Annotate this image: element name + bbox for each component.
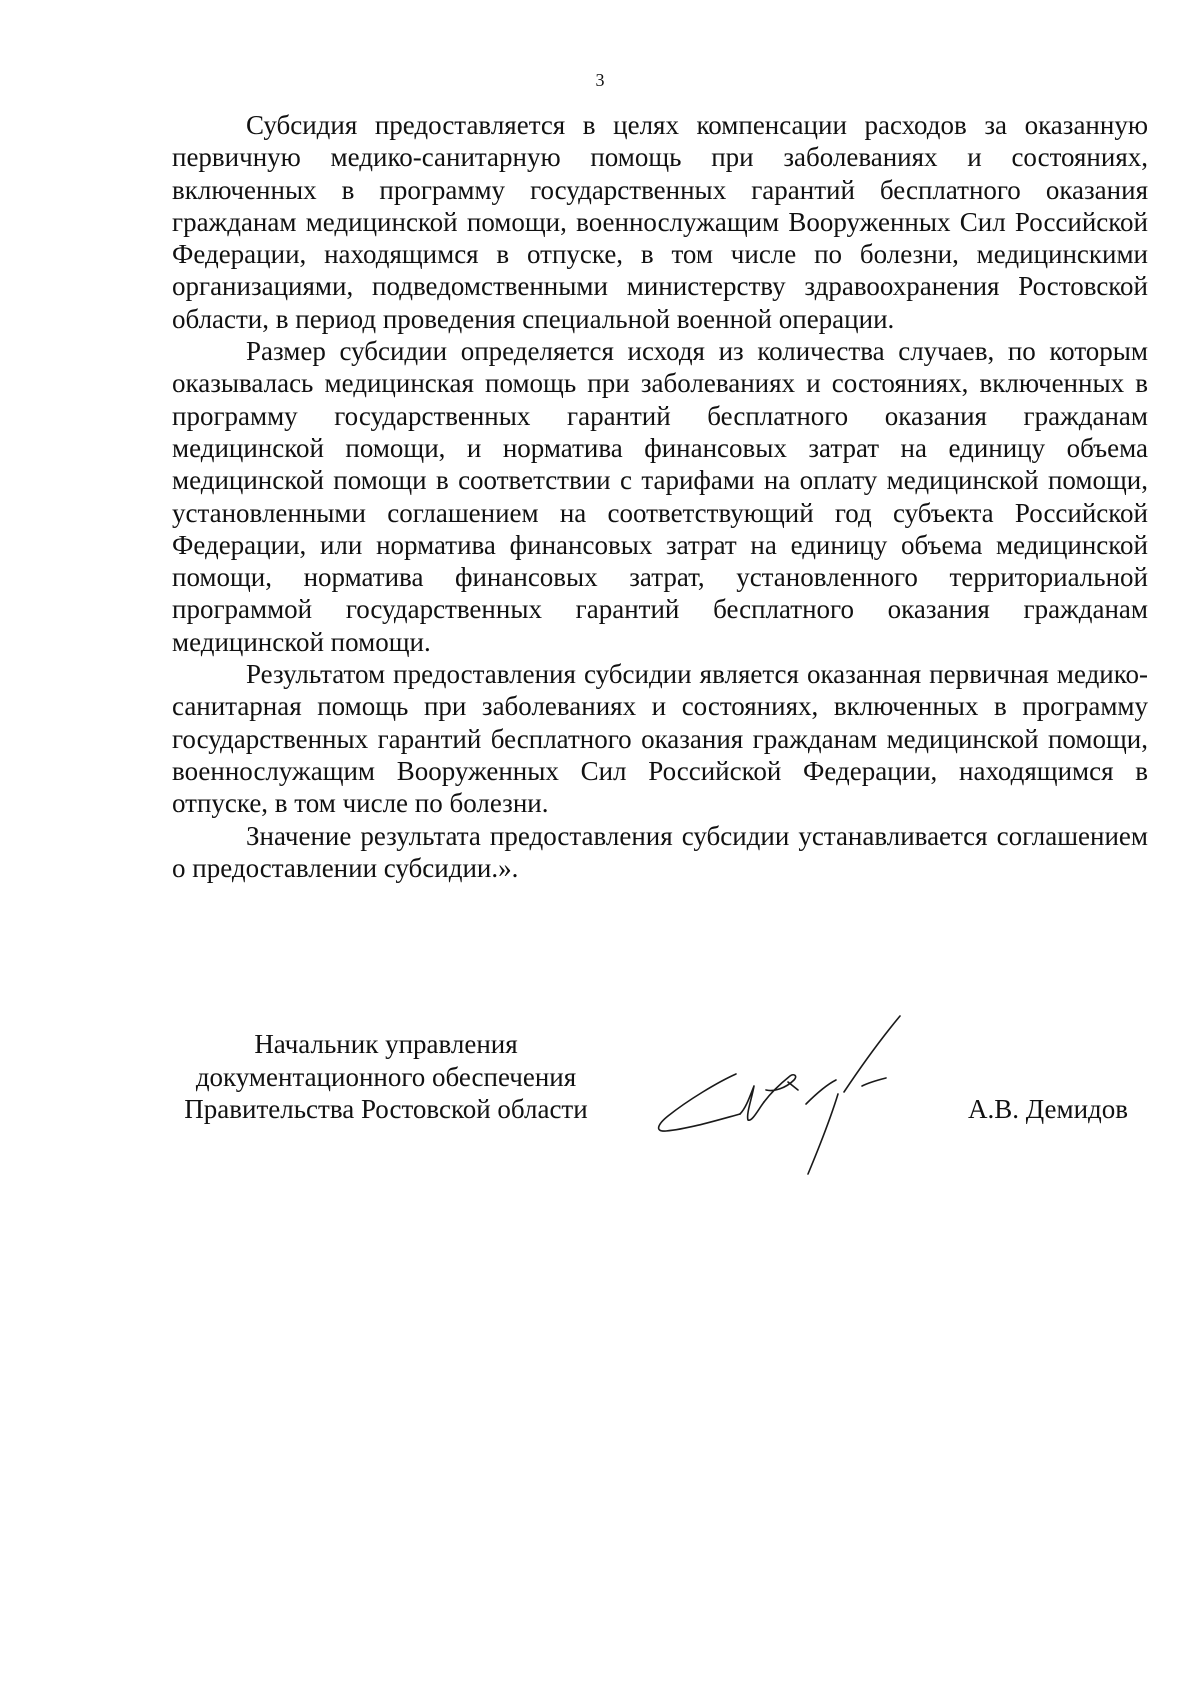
- paragraph-subsidy-purpose: Субсидия предоставляется в целях компенсации расходов за оказанную первичную медико-санитарную помощь при заболеваниях и состояниях, включенных в программу государственных гарантий бесплатного оказания гражданам медицинской помощи, военнослужащим Вооруженных Сил Российской Федерации, находящимся в отпуске, в том числе по болезни, медицинскими организациями, подведомственными министерству здравоохранения Ростовской области, в период проведения специальной военной операции.: [172, 110, 1148, 334]
- page-number: 3: [595, 70, 605, 90]
- signatory-name: А.В. Демидов: [968, 1094, 1129, 1124]
- paragraph-subsidy-result: Результатом предоставления субсидии является оказанная первичная медико-санитарная помощь при заболеваниях и состояниях, включенных в программу государственных гарантий бесплатного оказания гражданам медицинской помощи, военнослужащим Вооруженных Сил Российской Федерации, находящимся в отпуске, в том числе по болезни.: [172, 659, 1148, 819]
- signatory-position-line: Правительства Ростовской области: [184, 1094, 588, 1124]
- signatory-position-line: Начальник управления: [254, 1029, 518, 1059]
- paragraph-result-value: Значение результата предоставления субсидии устанавливается соглашением о предоставлении субсидии.».: [172, 820, 1148, 883]
- signatory-position-line: документационного обеспечения: [195, 1061, 577, 1092]
- signatory-position: [166, 1028, 606, 1126]
- document-body: [172, 109, 1148, 884]
- paragraph-subsidy-amount: Размер субсидии определяется исходя из количества случаев, по которым оказывалась медицинская помощь при заболеваниях и состояниях, включенных в программу государственных гарантий бесплатного оказания гражданам медицинской помощи, и норматива финансовых затрат на единицу объема медицинской помощи в соответствии с тарифами на оплату медицинской помощи, установленными соглашением на соответствующий год субъекта Российской Федерации, или норматива финансовых затрат на единицу объема медицинской помощи, норматива финансовых затрат, установленного территориальной программой государственных гарантий бесплатного оказания гражданам медицинской помощи.: [172, 336, 1148, 657]
- handwritten-signature: [648, 1010, 948, 1180]
